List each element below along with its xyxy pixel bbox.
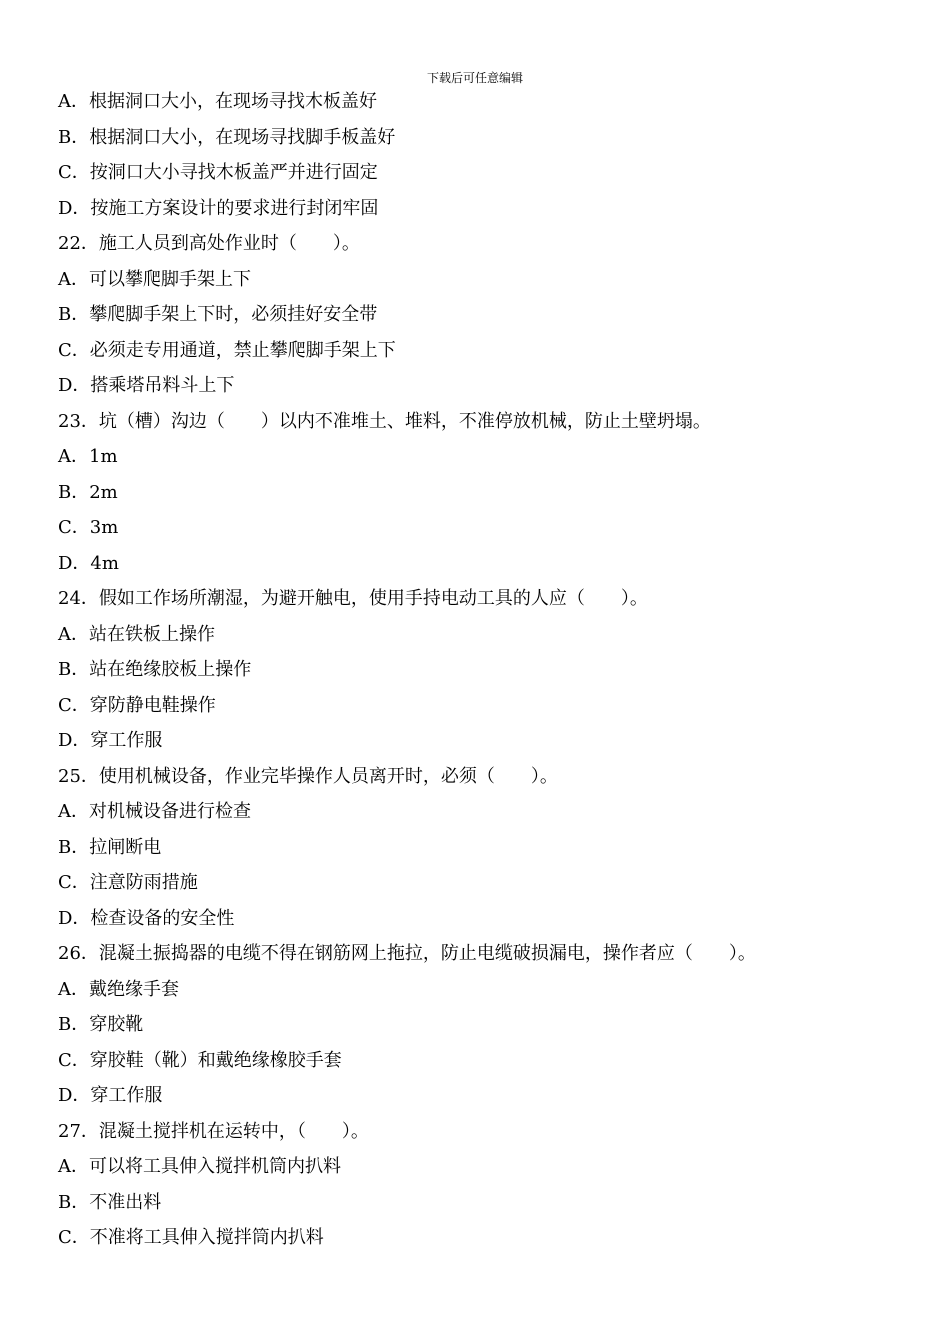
option-line: A．可以攀爬脚手架上下 <box>58 268 251 290</box>
option-line: D．搭乘塔吊料斗上下 <box>58 375 235 396</box>
option-line: B．攀爬脚手架上下时，必须挂好安全带 <box>58 304 378 325</box>
option-line: C．穿防静电鞋操作 <box>58 694 216 716</box>
question-line: 22．施工人员到高处作业时（ ）。 <box>58 233 360 254</box>
option-line: D．穿工作服 <box>58 730 163 751</box>
option-line: C．注意防雨措施 <box>58 872 198 893</box>
page-header: 下载后可任意编辑 <box>426 71 523 85</box>
option-line: C．按洞口大小寻找木板盖严并进行固定 <box>58 162 378 183</box>
option-line: A．根据洞口大小，在现场寻找木板盖好 <box>58 91 377 112</box>
option-line: A．对机械设备进行检查 <box>58 801 251 822</box>
option-line: C．穿胶鞋（靴）和戴绝缘橡胶手套 <box>58 1049 342 1071</box>
option-line: D．4m <box>58 552 119 574</box>
option-line: B．穿胶靴 <box>58 1014 144 1035</box>
option-line: B．根据洞口大小，在现场寻找脚手板盖好 <box>58 126 396 148</box>
option-line: B．拉闸断电 <box>58 836 162 858</box>
option-line: A．可以将工具伸入搅拌机筒内扒料 <box>58 1156 341 1177</box>
option-line: A．站在铁板上操作 <box>58 623 215 645</box>
option-line: A．1m <box>58 446 118 467</box>
question-line: 26．混凝土振捣器的电缆不得在钢筋网上拖拉，防止电缆破损漏电，操作者应（ ）。 <box>58 943 756 964</box>
option-line: B．站在绝缘胶板上操作 <box>58 659 252 680</box>
option-line: B．不准出料 <box>58 1191 162 1213</box>
option-line: D．检查设备的安全性 <box>58 907 235 929</box>
question-line: 23．坑（槽）沟边（ ）以内不准堆土、堆料，不准停放机械，防止土壁坍塌。 <box>58 410 711 432</box>
option-line: B．2m <box>58 481 118 503</box>
question-line: 27．混凝土搅拌机在运转中，（ ）。 <box>58 1120 369 1142</box>
option-line: C．3m <box>58 517 119 538</box>
document-body <box>58 84 918 1256</box>
option-line: C．必须走专用通道，禁止攀爬脚手架上下 <box>58 339 396 361</box>
question-line: 25．使用机械设备，作业完毕操作人员离开时，必须（ ）。 <box>58 765 558 787</box>
option-line: A．戴绝缘手套 <box>58 978 179 1000</box>
option-line: D．按施工方案设计的要求进行封闭牢固 <box>58 197 379 219</box>
question-line: 24．假如工作场所潮湿，为避开触电，使用手持电动工具的人应（ ）。 <box>58 588 648 609</box>
option-line: C．不准将工具伸入搅拌筒内扒料 <box>58 1227 324 1248</box>
option-line: D．穿工作服 <box>58 1085 163 1106</box>
